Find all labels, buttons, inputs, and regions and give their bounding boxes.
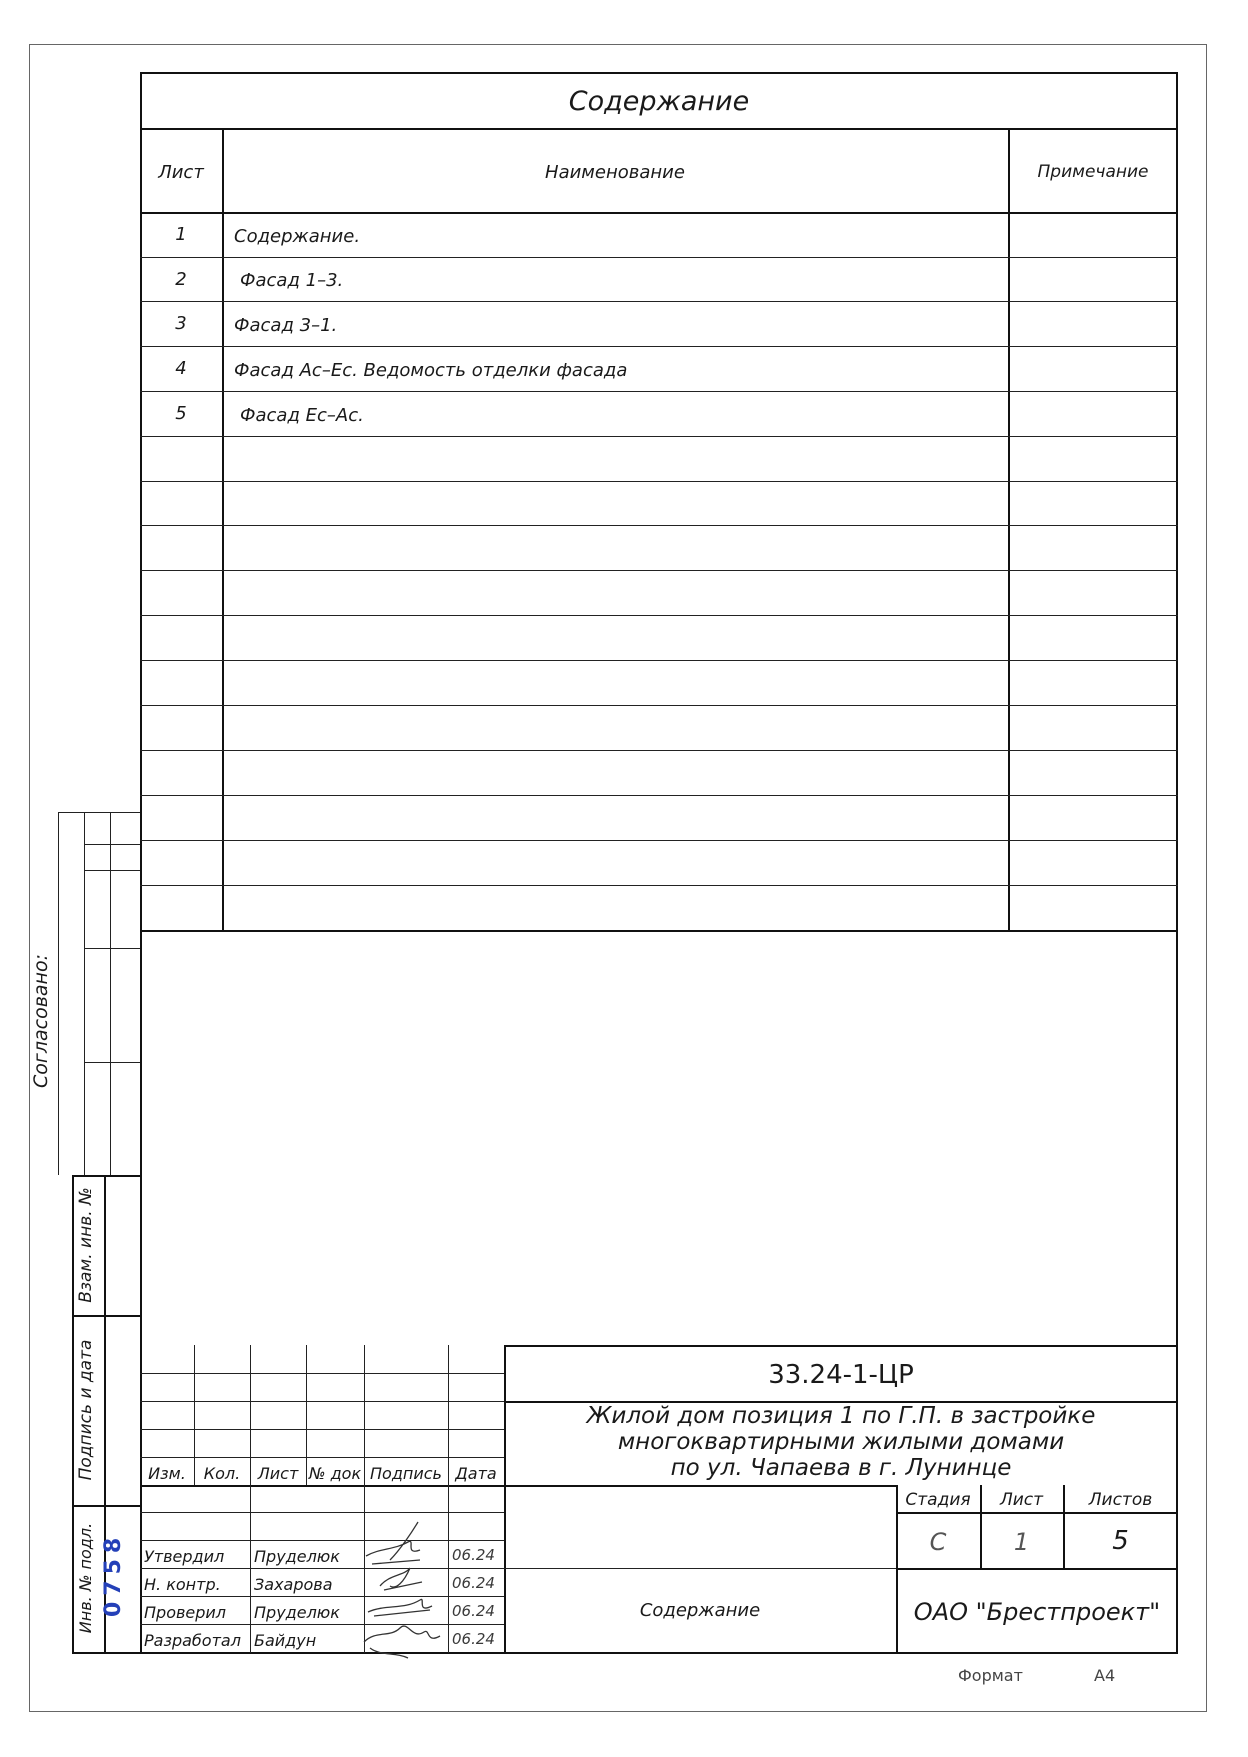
row-sheet: 2 — [175, 269, 187, 290]
row-sheet: 5 — [175, 403, 187, 424]
row-sheet: 3 — [175, 313, 187, 334]
sheet-label: Лист — [999, 1490, 1044, 1510]
person-name: Пруделюк — [254, 1603, 340, 1622]
object-line-1: Жилой дом позиция 1 по Г.П. в застройке — [586, 1403, 1096, 1429]
row-name: Фасад Ас–Ес. Ведомость отделки фасада — [234, 360, 628, 381]
header-sheet: Лист — [158, 162, 204, 183]
format-value: А4 — [1094, 1666, 1116, 1685]
object-line-2: многоквартирными жилыми домами — [617, 1429, 1065, 1455]
contents-title: Содержание — [568, 86, 750, 117]
col-list: Лист — [257, 1464, 299, 1483]
role: Н. контр. — [144, 1575, 221, 1594]
person-name: Захарова — [254, 1575, 333, 1594]
row-name: Содержание. — [234, 226, 361, 247]
row-sheet: 4 — [175, 358, 187, 379]
signature-scribbles — [360, 1520, 452, 1660]
sheet-value: 1 — [1013, 1528, 1030, 1556]
signature-1 — [366, 1522, 420, 1564]
col-kol: Кол. — [203, 1464, 241, 1483]
inv-number: 0758 — [101, 1531, 126, 1617]
sheets-value: 5 — [1112, 1526, 1129, 1556]
col-izm: Изм. — [148, 1464, 186, 1483]
signature-3 — [368, 1599, 432, 1616]
signature-4 — [364, 1626, 440, 1658]
col-ndok: № док — [308, 1464, 362, 1483]
agreed-label: Согласовано: — [30, 953, 52, 1089]
sign-date: 06.24 — [452, 1574, 495, 1592]
format-label: Формат — [958, 1666, 1023, 1685]
role: Разработал — [144, 1631, 241, 1650]
signature-2 — [380, 1568, 422, 1590]
row-name: Фасад 1–3. — [240, 270, 344, 291]
row-name: Фасад 3–1. — [234, 315, 338, 336]
role: Проверил — [144, 1603, 227, 1622]
row-sheet: 1 — [175, 224, 187, 245]
inv-podl-label: Инв. № подл. — [76, 1522, 95, 1634]
sign-date: 06.24 — [452, 1602, 495, 1620]
company-name: ОАО "Брестпроект" — [913, 1598, 1161, 1626]
stage-value: С — [929, 1528, 947, 1556]
document-code: 33.24-1-ЦР — [768, 1360, 914, 1390]
sign-date-label: Подпись и дата — [76, 1339, 96, 1481]
col-podpis: Подпись — [370, 1464, 442, 1483]
person-name: Байдун — [254, 1631, 317, 1650]
sheet-title: Содержание — [639, 1600, 761, 1621]
sign-date: 06.24 — [452, 1546, 495, 1564]
sheets-label: Листов — [1088, 1490, 1153, 1510]
vzam-inv-label: Взам. инв. № — [76, 1187, 96, 1303]
col-data: Дата — [455, 1464, 497, 1483]
sign-date: 06.24 — [452, 1630, 495, 1648]
object-line-3: по ул. Чапаева в г. Лунинце — [670, 1455, 1012, 1481]
person-name: Пруделюк — [254, 1547, 340, 1566]
header-note: Примечание — [1037, 162, 1149, 182]
row-name: Фасад Ес–Ас. — [240, 405, 364, 426]
role: Утвердил — [144, 1547, 225, 1566]
header-name: Наименование — [545, 162, 685, 183]
stage-label: Стадия — [905, 1490, 971, 1510]
